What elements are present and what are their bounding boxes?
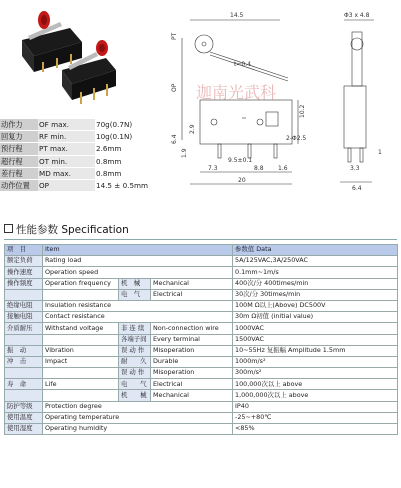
spec-row [5,379,398,390]
spec-sub-cn: 误 动 作 [119,345,151,356]
spec-sub-cn: 耐 久 [119,356,151,367]
spec-item-en: Protection degree [43,401,233,412]
spec-value: 400次/分 400times/min [233,278,398,289]
microswitch-photo-1 [22,11,82,72]
spec-row [5,424,398,435]
dim-1-6: 1.6 [278,165,288,172]
param-value: 0.8mm [95,155,160,167]
spec-row [5,289,398,300]
spec-item-cn: 介质耐压 [5,323,43,334]
parameter-row [0,155,160,167]
param-cn: 差行程 [0,167,38,179]
spec-item-cn: 接触电阻 [5,312,43,323]
param-label: OT min. [38,155,95,167]
spec-value: 1000VAC [233,323,398,334]
dim-3-3: 3.3 [350,165,360,172]
spec-item-cn [5,368,43,379]
spec-item-cn: 绝缘电阻 [5,300,43,311]
dim-6-4b: 6.4 [352,185,362,192]
param-value: 70g(0.7N) [95,119,160,131]
param-label: RF min. [38,131,95,143]
spec-value: 10~55Hz 复振幅 Amplitude 1.5mm [233,345,398,356]
product-photo [0,0,120,110]
spec-item-en: Insulation resistance [43,300,233,311]
spec-row [5,368,398,379]
param-value: 10g(0.1N) [95,131,160,143]
dim-10-2: 10.2 [299,104,306,118]
spec-item-cn: 操作频度 [5,278,43,289]
spec-item-cn: 额定负荷 [5,256,43,267]
param-value: 14.5 ± 0.5mm [95,179,160,191]
spec-item-cn: 寿 命 [5,379,43,390]
spec-value: 30m Ω初值 (initial value) [233,312,398,323]
spec-sub-en: Non-connection wire [151,323,233,334]
param-cn: 预行程 [0,143,38,155]
dim-phi: Φ3 x 4.8 [344,12,370,19]
spec-item-cn: 使用湿度 [5,424,43,435]
spec-row [5,390,398,401]
spec-sub-cn: 机 械 [119,278,151,289]
spec-item-en [43,289,119,300]
parameter-row [0,143,160,155]
dim-hole: 2-Φ2.5 [286,135,307,142]
spec-sub-en: Electrical [151,289,233,300]
spec-sub-en: Electrical [151,379,233,390]
spec-sub-cn: 电 气 [119,289,151,300]
spec-item-cn [5,289,43,300]
specification-table [4,244,398,435]
param-cn: 动作位置 [0,179,38,191]
spec-item-cn: 使用温度 [5,412,43,423]
spec-sub-cn: 误 动 作 [119,368,151,379]
spec-value: 5A/125VAC,3A/250VAC [233,256,398,267]
header-item-en: Item [43,245,233,256]
spec-row [5,267,398,278]
spec-row [5,345,398,356]
spec-item-en: Operating temperature [43,412,233,423]
spec-item-cn [5,334,43,345]
spec-item-en: Life [43,379,119,390]
spec-header-row [5,245,398,256]
param-label: OP [38,179,95,191]
spec-value: IP40 [233,401,398,412]
spec-row [5,323,398,334]
spec-sub-en: Misoperation [151,368,233,379]
param-label: OF max. [38,119,95,131]
dimension-drawing [168,0,401,206]
spec-item-cn: 冲 击 [5,356,43,367]
spec-value: 1,000,000次以上 above [233,390,398,401]
spec-sub-en: Mechanical [151,278,233,289]
parameter-row [0,119,160,131]
dim-pt: PT [171,32,178,40]
dim-1-9: 1.9 [181,148,188,158]
parameter-row [0,179,160,191]
spec-value: -25~+80℃ [233,412,398,423]
spec-row [5,256,398,267]
spec-sub-en: Mechanical [151,390,233,401]
dim-7-3: 7.3 [208,165,218,172]
spec-row [5,300,398,311]
spec-item-en [43,334,119,345]
section-divider [4,239,397,240]
spec-item-cn: 防护等级 [5,401,43,412]
spec-item-en: Rating load [43,256,233,267]
parameter-table [0,119,160,192]
dim-6-4: 6.4 [171,134,178,144]
spec-row [5,278,398,289]
spec-row [5,401,398,412]
dim-9-5: 9.5±0.1 [228,157,253,164]
spec-sub-cn: 非 连 续 [119,323,151,334]
param-value: 0.8mm [95,167,160,179]
spec-item-cn: 操作速度 [5,267,43,278]
section-title [4,222,129,237]
dim-14-5: 14.5 [230,12,244,19]
spec-item-en: Operation frequency [43,278,119,289]
spec-sub-en: Every terminal [151,334,233,345]
spec-item-en [43,390,119,401]
spec-value: <85% [233,424,398,435]
spec-value: 100,000次以上 above [233,379,398,390]
dim-20: 20 [238,177,246,184]
spec-row [5,312,398,323]
spec-value: 300m/s² [233,368,398,379]
spec-sub-cn: 各端子间 [119,334,151,345]
spec-item-en [43,368,119,379]
param-cn: 动作力 [0,119,38,131]
header-data: 参数值 Data [233,245,398,256]
spec-value: 100M Ω以上(Above) DC500V [233,300,398,311]
section-title-cn: 性能参数 [16,224,58,236]
param-cn: 超行程 [0,155,38,167]
spec-item-en: Withstand voltage [43,323,119,334]
spec-sub-en: Durable [151,356,233,367]
header-item-cn: 项 目 [5,245,43,256]
param-value: 2.6mm [95,143,160,155]
spec-item-en: Operation speed [43,267,233,278]
spec-value: 0.1mm~1m/s [233,267,398,278]
watermark-text: 迦南光武科 [196,83,277,102]
spec-item-cn: 振 动 [5,345,43,356]
param-label: PT max. [38,143,95,155]
param-label: MD max. [38,167,95,179]
spec-row [5,356,398,367]
dim-op: OP [171,83,178,92]
spec-value: 1500VAC [233,334,398,345]
spec-item-cn [5,390,43,401]
spec-row [5,412,398,423]
dim-t: t=0.4 [234,61,251,68]
spec-item-en: Contact resistance [43,312,233,323]
section-title-en: Specification [61,224,129,236]
dim-1: 1 [378,149,382,156]
parameter-row [0,131,160,143]
square-icon [4,224,13,233]
dim-2-9: 2.9 [189,124,196,134]
spec-item-en: Vibration [43,345,119,356]
spec-sub-cn: 机 械 [119,390,151,401]
spec-value: 30次/分 30times/min [233,289,398,300]
spec-sub-en: Misoperation [151,345,233,356]
spec-item-en: Operating humidity [43,424,233,435]
parameter-row [0,167,160,179]
spec-value: 1000m/s² [233,356,398,367]
spec-item-en: Impact [43,356,119,367]
param-cn: 回复力 [0,131,38,143]
spec-row [5,334,398,345]
spec-sub-cn: 电 气 [119,379,151,390]
dim-8-8: 8.8 [254,165,264,172]
